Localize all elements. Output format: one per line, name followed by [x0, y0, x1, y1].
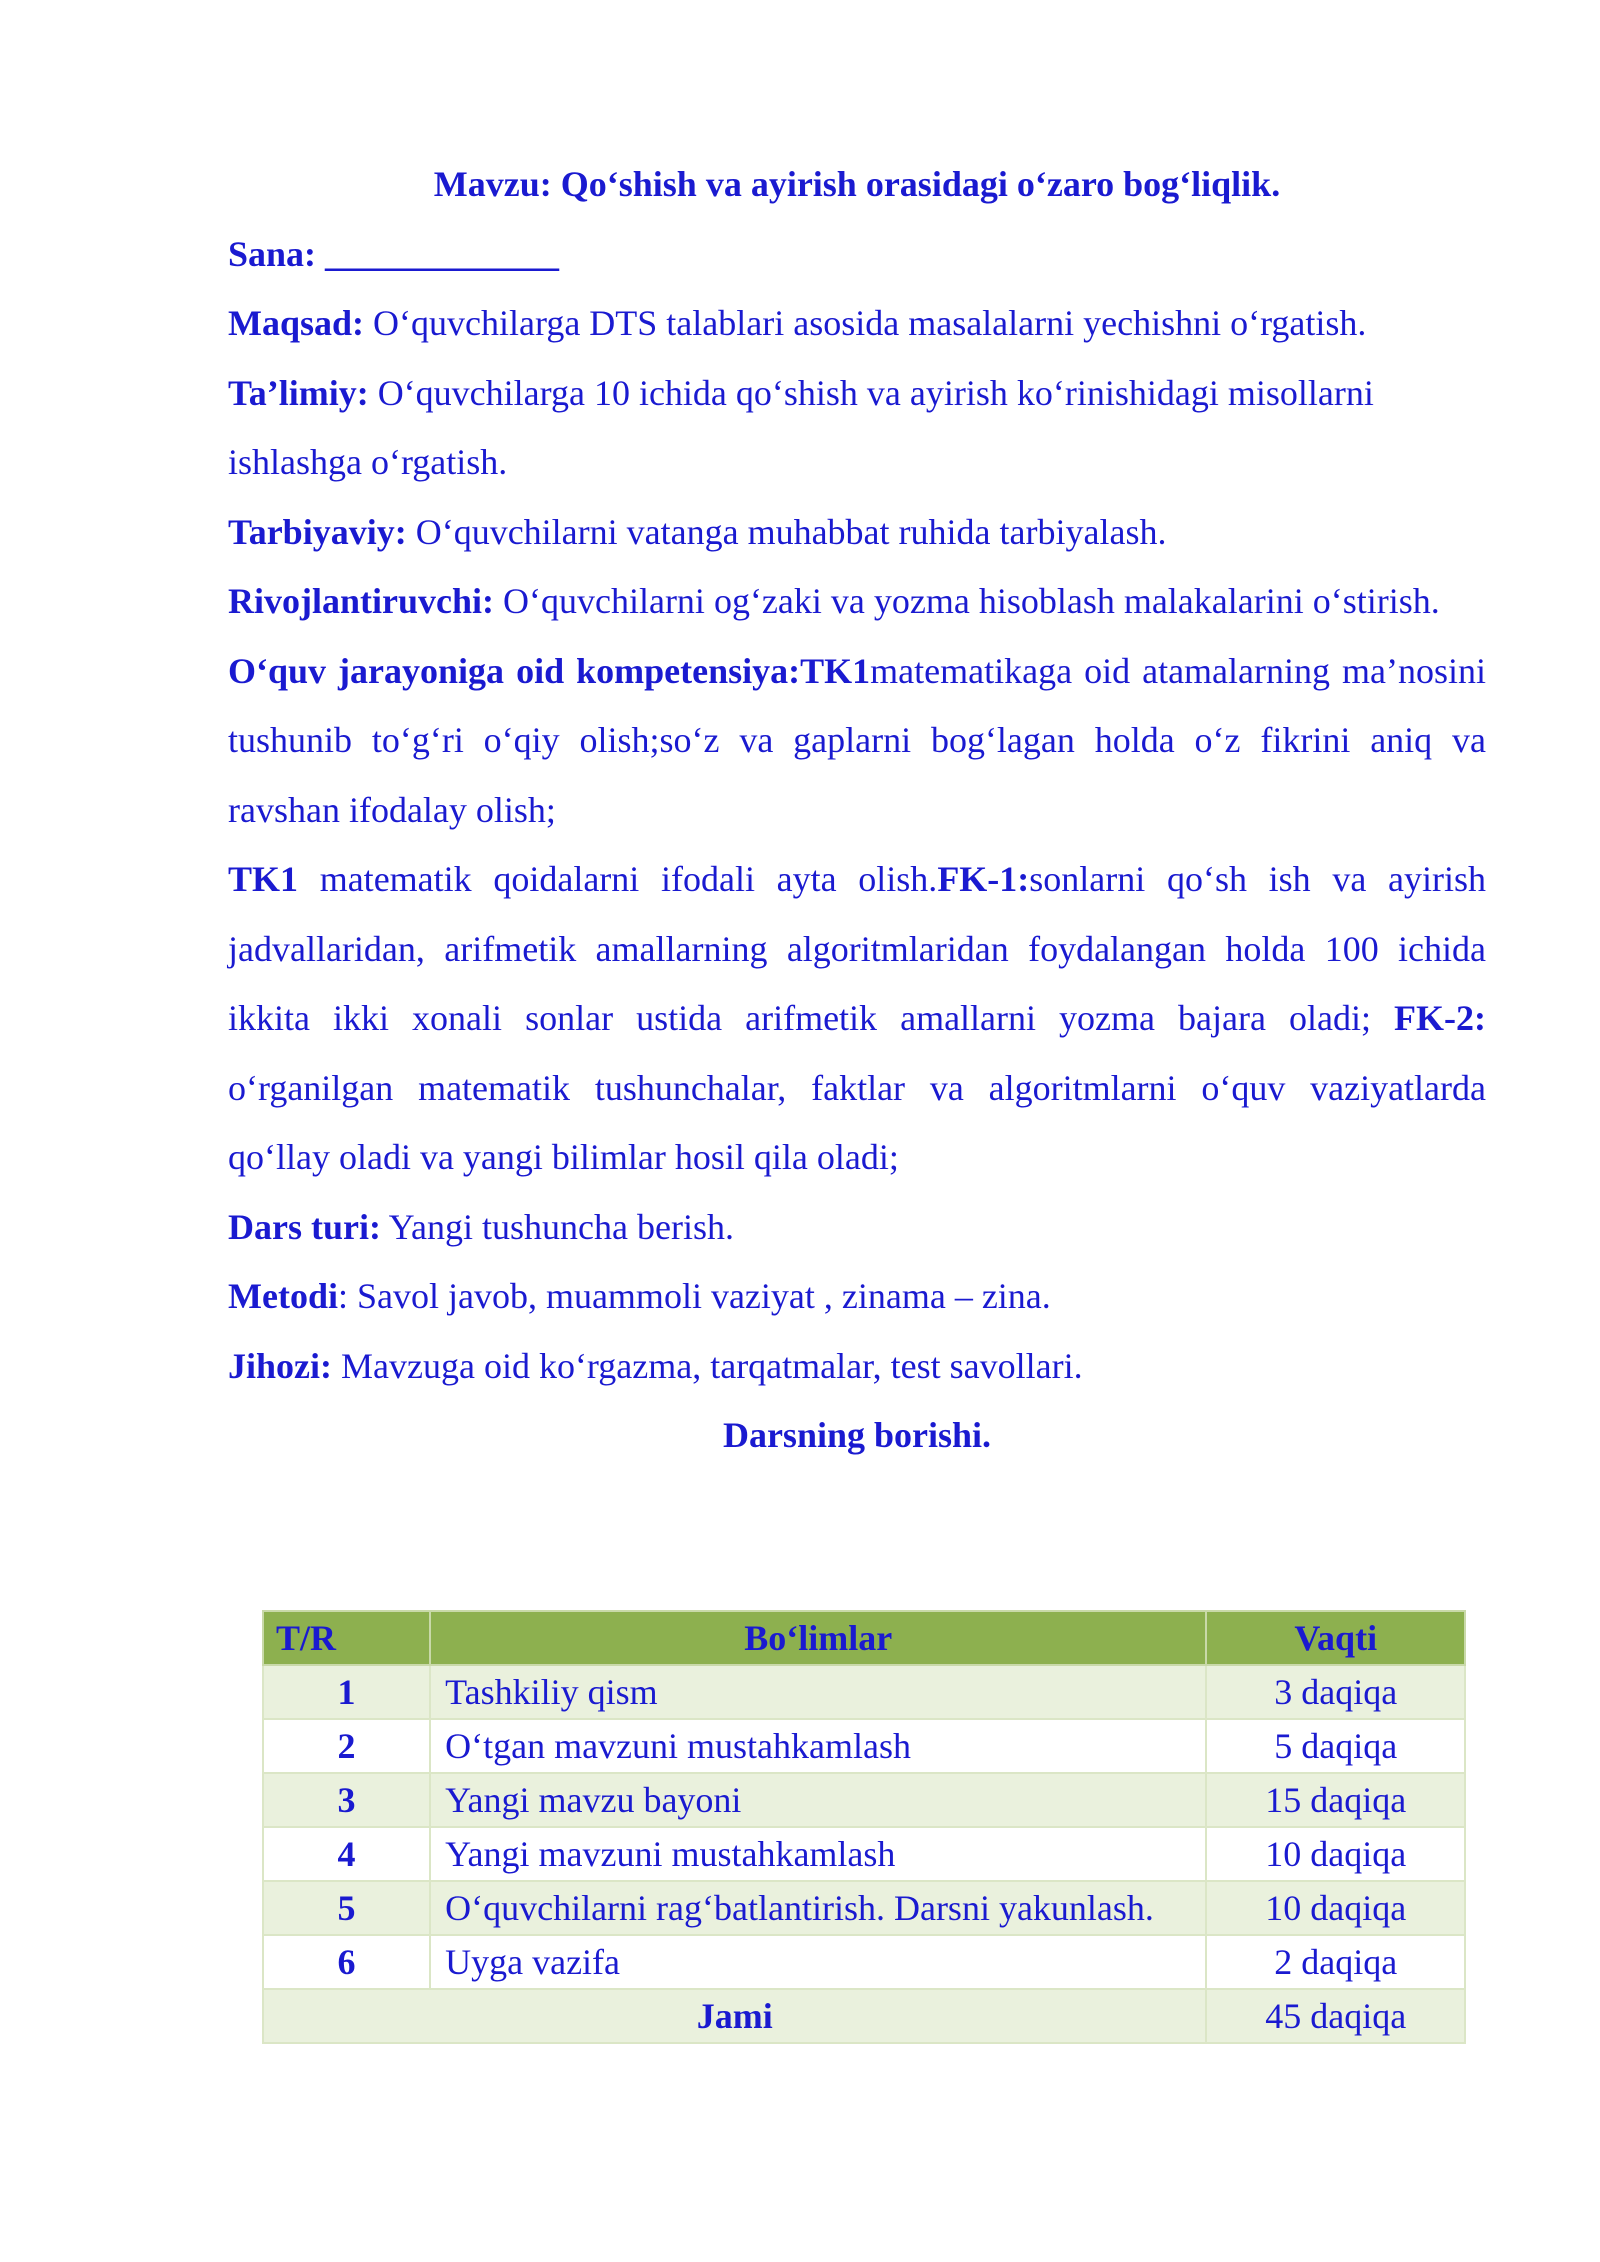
tk1-text: matematik qoidalarni ifodali ayta olish.	[298, 859, 938, 899]
table-row	[263, 1719, 1465, 1773]
row-section: Yangi mavzuni mustahkamlash	[430, 1827, 1206, 1881]
header-section: Bo‘limlar	[430, 1611, 1206, 1665]
upbringing-label: Tarbiyaviy:	[228, 511, 407, 552]
equipment-paragraph	[228, 1332, 1486, 1402]
row-time: 3 daqiqa	[1206, 1665, 1465, 1719]
method-text: : Savol javob, muammoli vaziyat , zinama – zina.	[337, 1276, 1051, 1316]
date-label: Sana:	[228, 233, 317, 274]
fk1-label: FK-1:	[937, 859, 1030, 899]
lesson-type-text: Yangi tushuncha berish.	[380, 1206, 734, 1247]
table-row	[263, 1665, 1465, 1719]
table-row	[263, 1935, 1465, 1989]
row-number: 1	[263, 1665, 430, 1719]
row-section: Uyga vazifa	[430, 1935, 1206, 1989]
row-time: 2 daqiqa	[1206, 1935, 1465, 1989]
table-row	[263, 1827, 1465, 1881]
educational-paragraph	[228, 359, 1486, 498]
header-number: T/R	[263, 1611, 430, 1665]
equipment-text: Mavzuga oid ko‘rgazma, tarqatmalar, test savollari.	[332, 1345, 1083, 1386]
lesson-type-paragraph	[228, 1193, 1486, 1263]
goal-label: Maqsad:	[228, 303, 365, 343]
method-label: Metodi	[228, 1276, 338, 1316]
lesson-schedule-table	[262, 1610, 1466, 2044]
table-header-row	[263, 1611, 1465, 1665]
equipment-label: Jihozi:	[228, 1345, 332, 1386]
lesson-type-label: Dars turi:	[228, 1206, 381, 1247]
table-total-row	[263, 1989, 1465, 2043]
competence-label: O‘quv jarayoniga oid kompetensiya:TK1	[228, 650, 871, 691]
fk1-text: sonlarni qo‘sh ish va ayirish jadvallaridan, arifmetik amallarning algoritmlaridan foydalangan holda 100 ichida ikkita ikki xonali sonlar ustida arifmetik amallarni yozma bajara oladi;	[228, 859, 1486, 1038]
row-number: 4	[263, 1827, 430, 1881]
total-label: Jami	[263, 1989, 1206, 2043]
table-row	[263, 1773, 1465, 1827]
goal-paragraph	[228, 289, 1486, 359]
lesson-plan-page	[228, 150, 1486, 1471]
goal-text: O‘quvchilarga DTS talablari asosida masalalarni yechishni o‘rgatish.	[364, 303, 1367, 343]
row-section: Tashkiliy qism	[430, 1665, 1206, 1719]
header-time: Vaqti	[1206, 1611, 1465, 1665]
row-time: 5 daqiqa	[1206, 1719, 1465, 1773]
upbringing-paragraph	[228, 498, 1486, 568]
page-title: Mavzu: Qo‘shish va ayirish orasidagi o‘zaro bog‘liqlik.	[433, 164, 1281, 204]
row-section: O‘quvchilarni rag‘batlantirish. Darsni yakunlash.	[430, 1881, 1206, 1935]
row-number: 2	[263, 1719, 430, 1773]
row-number: 6	[263, 1935, 430, 1989]
developmental-text: O‘quvchilarni og‘zaki va yozma hisoblash malakalarini o‘stirish.	[494, 581, 1440, 621]
fk2-label: FK-2:	[1394, 998, 1486, 1038]
upbringing-text: O‘quvchilarni vatanga muhabbat ruhida tarbiyalash.	[406, 511, 1167, 552]
row-section: Yangi mavzu bayoni	[430, 1773, 1206, 1827]
fk2-text: o‘rganilgan matematik tushunchalar, faktlar va algoritmlarni o‘quv vaziyatlarda qo‘llay oladi va yangi bilimlar hosil qila oladi;	[228, 1067, 1486, 1177]
competence-text: matematikaga oid atamalarning ma’nosini tushunib to‘g‘ri o‘qiy olish;so‘z va gaplarni bog‘lagan holda o‘z fikrini aniq va ravshan ifodalay olish;	[228, 650, 1487, 830]
row-time: 10 daqiqa	[1206, 1881, 1465, 1935]
educational-text: O‘quvchilarga 10 ichida qo‘shish va ayirish ko‘rinishidagi misollarni ishlashga o‘rgatish.	[228, 372, 1374, 482]
row-section: O‘tgan mavzuni mustahkamlash	[430, 1719, 1206, 1773]
developmental-paragraph	[228, 567, 1486, 637]
row-time: 15 daqiqa	[1206, 1773, 1465, 1827]
lesson-flow-heading: Darsning borishi.	[722, 1415, 992, 1455]
method-paragraph	[228, 1262, 1486, 1332]
date-line	[228, 220, 1486, 290]
row-number: 5	[263, 1881, 430, 1935]
tk-fk-paragraph	[228, 845, 1486, 1193]
total-time: 45 daqiqa	[1206, 1989, 1465, 2043]
table-row	[263, 1881, 1465, 1935]
tk1-label: TK1	[228, 859, 299, 899]
date-blank: _____________	[325, 233, 560, 274]
row-number: 3	[263, 1773, 430, 1827]
row-time: 10 daqiqa	[1206, 1827, 1465, 1881]
competence-paragraph	[228, 637, 1486, 846]
developmental-label: Rivojlantiruvchi:	[228, 581, 494, 621]
educational-label: Ta’limiy:	[228, 372, 369, 413]
